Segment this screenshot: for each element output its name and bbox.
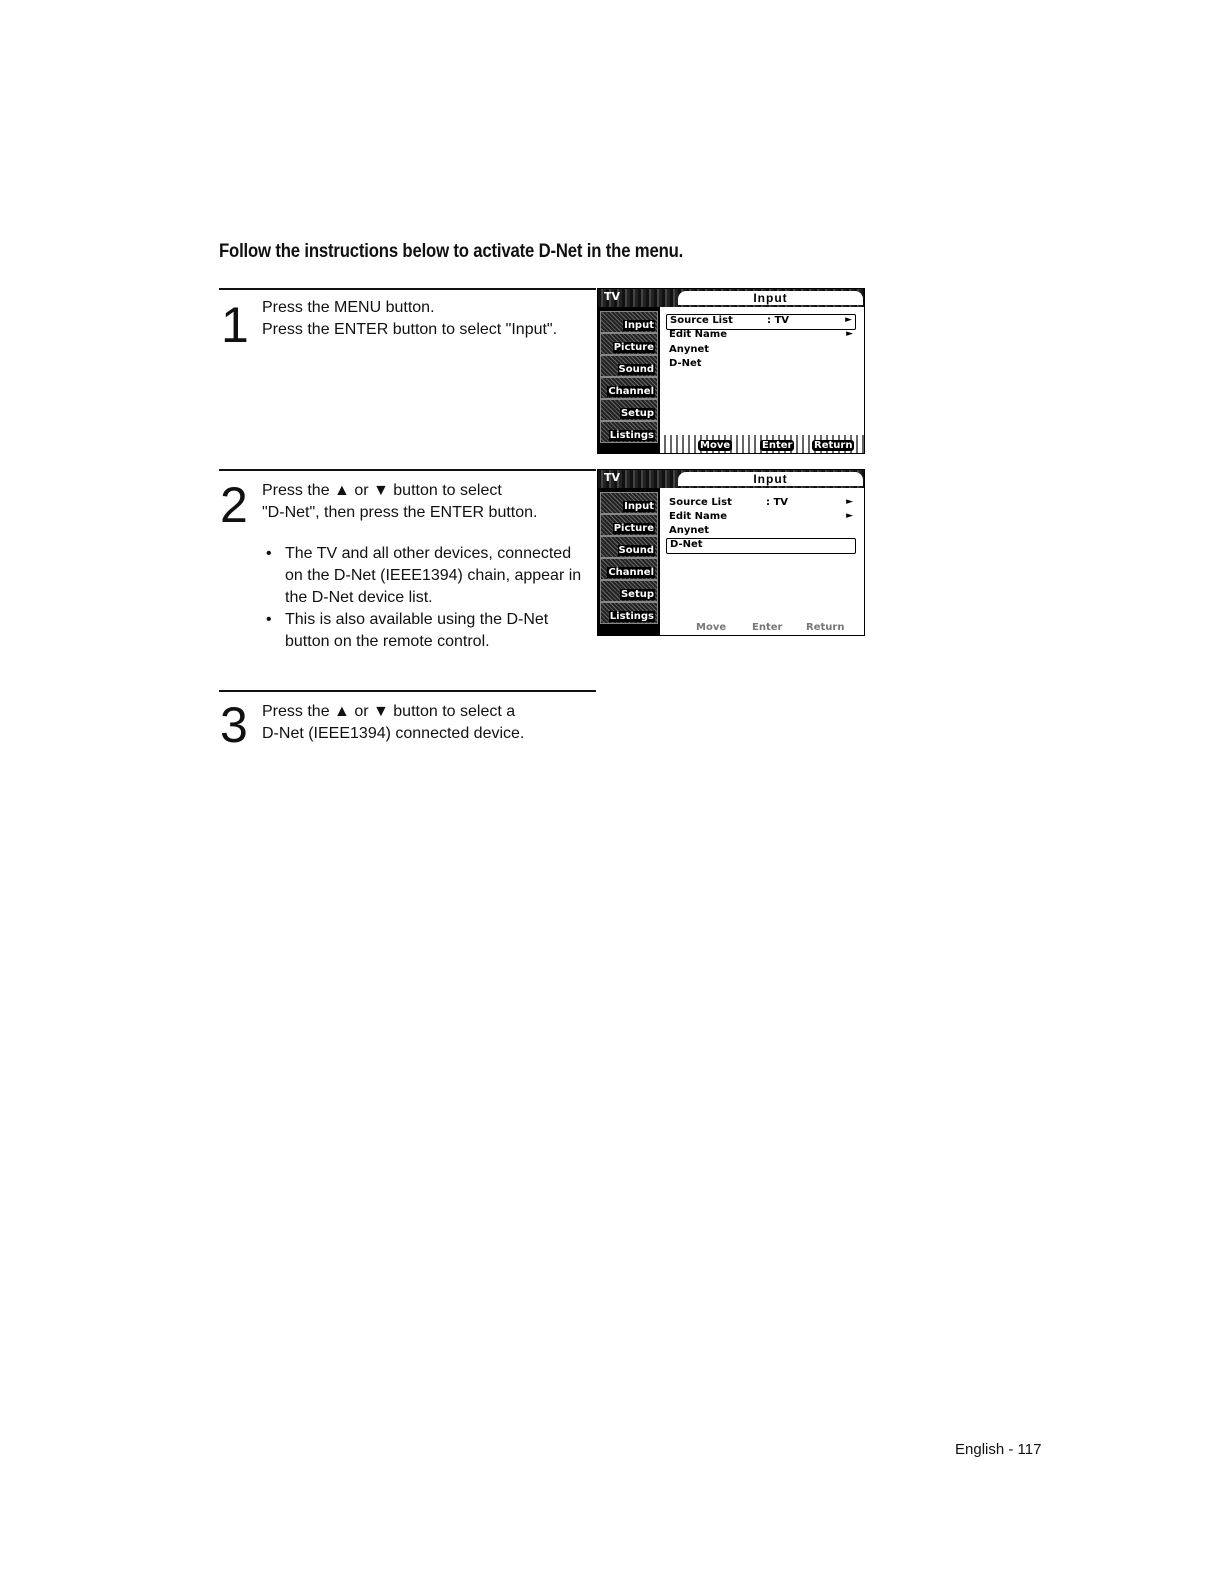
- step-3-line-1: Press the ▲ or ▼ button to select a: [262, 703, 516, 720]
- arrow-right-icon: ►: [846, 329, 853, 339]
- step-3-rule: [219, 690, 596, 692]
- osd-screenshot-2: [597, 469, 865, 636]
- osd-sidebar-sound: [600, 536, 658, 558]
- osd-menu-anynet: [666, 525, 856, 539]
- step-3-number: 3: [220, 697, 248, 753]
- osd-sidebar-label: Channel: [608, 567, 654, 578]
- osd-sidebar-label: Sound: [618, 364, 654, 375]
- step-2-rule: [219, 469, 596, 471]
- osd-tab-title: Input: [678, 472, 863, 486]
- osd-hint-enter: Enter: [762, 440, 793, 451]
- step-2-number: 2: [220, 477, 248, 533]
- osd-menu-label: D-Net: [670, 539, 703, 550]
- osd-sidebar-channel: [600, 558, 658, 580]
- osd-menu-label: Source List: [670, 315, 733, 326]
- osd-sidebar-channel: [600, 377, 658, 399]
- osd-sidebar-label: Sound: [618, 545, 654, 556]
- osd-hint-return: Return: [806, 622, 845, 633]
- step-2-line-1: Press the ▲ or ▼ button to select: [262, 482, 502, 499]
- osd-sidebar-picture: [600, 333, 658, 355]
- osd-menu-label: Anynet: [669, 344, 710, 355]
- step-1-text: [262, 297, 592, 341]
- osd-menu-value: : TV: [766, 497, 789, 508]
- step-2-text: [262, 480, 592, 524]
- osd-tv-label: TV: [604, 290, 621, 303]
- osd-sidebar-setup: [600, 580, 658, 602]
- osd-sidebar-input: [600, 311, 658, 333]
- osd-menu-edit-name: [666, 329, 856, 343]
- page-footer: English - 117: [955, 1441, 1042, 1458]
- arrow-right-icon: ►: [846, 497, 853, 507]
- osd-menu-edit-name: [666, 511, 856, 525]
- osd-menu-anynet: [666, 344, 856, 358]
- osd-menu-label: Source List: [669, 497, 732, 508]
- osd-tv-label: TV: [604, 471, 621, 484]
- osd-sidebar-listings: [600, 602, 658, 624]
- arrow-right-icon: ►: [845, 315, 852, 325]
- osd-hint-move: Move: [696, 622, 727, 633]
- osd-menu-source-list: [666, 314, 856, 330]
- step-1-line-2: Press the ENTER button to select "Input".: [262, 321, 558, 338]
- osd-hint-move: Move: [700, 440, 731, 451]
- osd-hint-return: Return: [814, 440, 853, 451]
- osd-hint-enter: Enter: [752, 622, 783, 633]
- osd-menu-panel: [660, 307, 864, 453]
- osd-menu-d-net: [666, 358, 856, 372]
- step-1-line-1: Press the MENU button.: [262, 299, 435, 316]
- osd-sidebar-input: [600, 492, 658, 514]
- osd-menu-label: Anynet: [669, 525, 710, 536]
- page-heading: Follow the instructions below to activate D-Net in the menu.: [219, 241, 684, 262]
- step-2-line-2: "D-Net", then press the ENTER button.: [262, 504, 538, 521]
- osd-screenshot-1: [597, 288, 865, 454]
- osd-sidebar-label: Listings: [609, 611, 654, 622]
- osd-sidebar-picture: [600, 514, 658, 536]
- osd-menu-panel: [660, 488, 864, 635]
- osd-menu-label: Edit Name: [669, 511, 727, 522]
- osd-menu-d-net: [666, 538, 856, 554]
- osd-menu-source-list: [666, 497, 856, 511]
- osd-sidebar-label: Picture: [613, 342, 654, 353]
- osd-sidebar-label: Channel: [608, 386, 654, 397]
- step-3-text: [262, 701, 592, 745]
- osd-sidebar-listings: [600, 421, 658, 443]
- note-item: • The TV and all other devices, connected on the D-Net (IEEE1394) chain, appear in the D-Net device list.: [263, 543, 583, 609]
- arrow-right-icon: ►: [846, 511, 853, 521]
- osd-sidebar-label: Input: [624, 320, 654, 331]
- osd-sidebar-label: Listings: [609, 430, 654, 441]
- osd-tab-title: Input: [678, 291, 863, 305]
- note-item: • This is also available using the D-Net button on the remote control.: [263, 609, 583, 653]
- osd-sidebar: [598, 307, 658, 453]
- step-2-notes: [263, 543, 583, 653]
- osd-sidebar-label: Picture: [613, 523, 654, 534]
- osd-sidebar: [598, 488, 658, 635]
- osd-menu-value: : TV: [767, 315, 790, 326]
- osd-sidebar-setup: [600, 399, 658, 421]
- osd-sidebar-label: Setup: [620, 589, 654, 600]
- step-1-number: 1: [221, 297, 249, 353]
- osd-sidebar-label: Setup: [620, 408, 654, 419]
- step-1-rule: [219, 288, 596, 290]
- osd-sidebar-sound: [600, 355, 658, 377]
- osd-menu-label: D-Net: [669, 358, 702, 369]
- osd-menu-label: Edit Name: [669, 329, 727, 340]
- osd-bottom-bar: [660, 615, 864, 635]
- step-3-line-2: D-Net (IEEE1394) connected device.: [262, 725, 525, 742]
- osd-bottom-bar: [660, 435, 864, 453]
- osd-sidebar-label: Input: [624, 501, 654, 512]
